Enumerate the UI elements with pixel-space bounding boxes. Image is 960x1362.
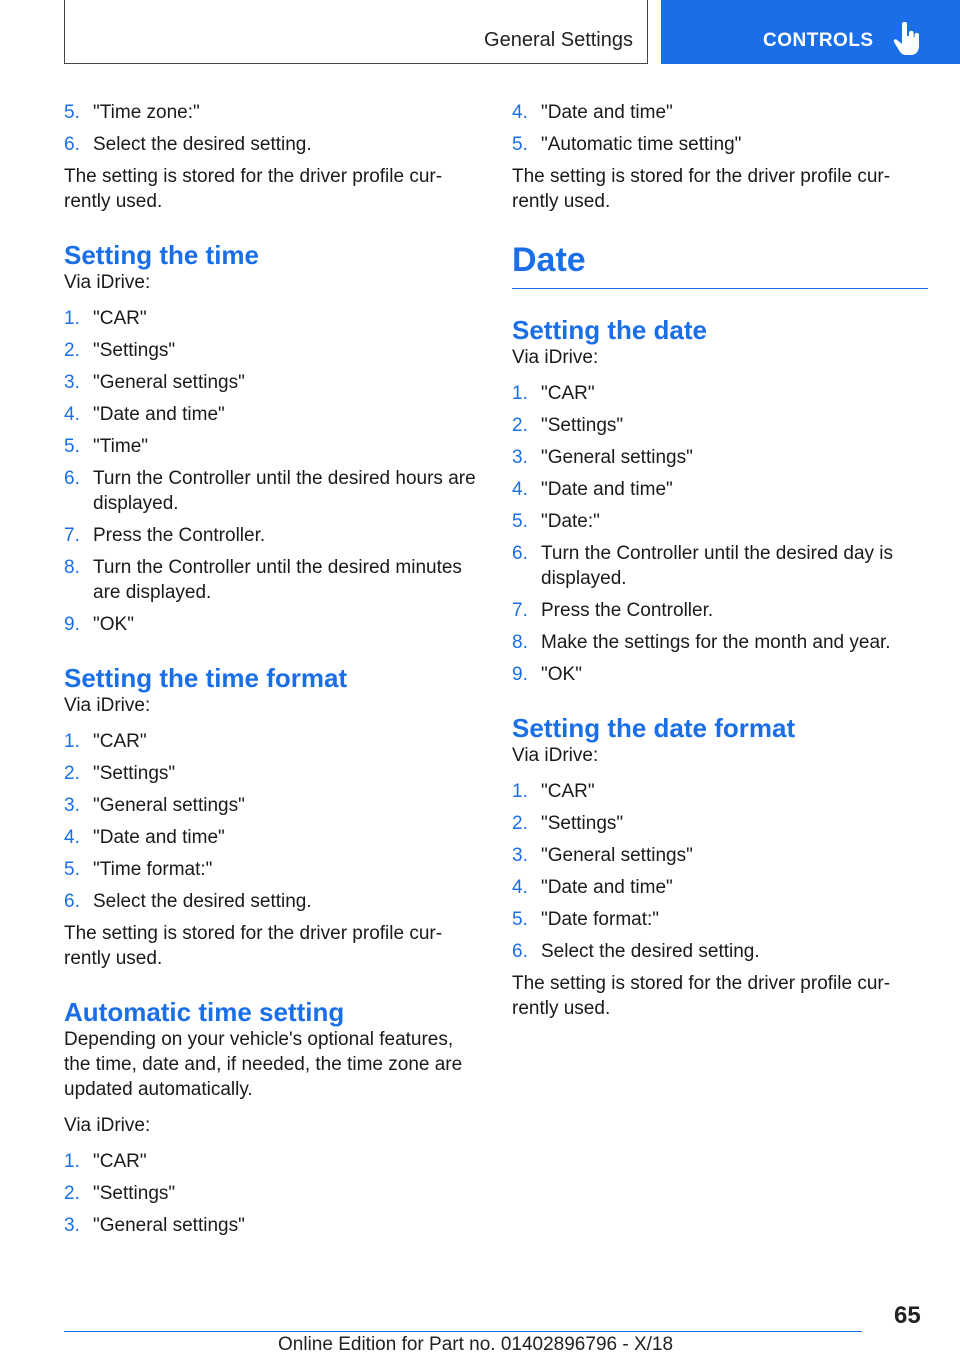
list-item [64, 434, 482, 459]
list-item [64, 1149, 482, 1174]
list-item [512, 875, 928, 900]
step-text: "OK" [93, 614, 134, 635]
list-item [512, 843, 928, 868]
step-number: 6. [64, 891, 80, 912]
list-item [64, 1181, 482, 1206]
list-item [512, 381, 928, 406]
via-idrive-label: Via iDrive: [512, 347, 599, 368]
list-item [512, 413, 928, 438]
left-column [64, 100, 482, 1245]
step-number: 5. [512, 134, 528, 155]
storage-note: The setting is stored for the driver profile cur- rently used. [64, 166, 443, 212]
step-number: 5. [512, 511, 528, 532]
setting-time-format-heading: Setting the time format [64, 663, 348, 693]
step-text: Select the desired setting. [93, 134, 312, 155]
list-item [64, 338, 482, 363]
list-item [64, 306, 482, 331]
step-number: 1. [512, 383, 528, 404]
right-column [512, 100, 928, 1021]
step-text: "Date:" [541, 511, 600, 532]
edition-note: Online Edition for Part no. 01402896796 - X/18 [278, 1334, 674, 1355]
setting-time-section [64, 240, 482, 637]
list-item [64, 100, 482, 125]
setting-time-format-section [64, 663, 482, 971]
step-number: 3. [64, 1215, 80, 1236]
via-idrive-label: Via iDrive: [64, 695, 151, 716]
step-number: 2. [64, 1183, 80, 1204]
step-number: 7. [512, 600, 528, 621]
chapter-title: CONTROLS [763, 30, 874, 51]
step-number: 8. [512, 632, 528, 653]
step-text: "Settings" [541, 813, 624, 834]
step-text: "Time zone:" [93, 102, 200, 123]
setting-date-format-section [512, 713, 928, 1021]
step-number: 2. [512, 813, 528, 834]
step-list [64, 100, 482, 157]
step-text: "CAR" [541, 383, 595, 404]
storage-note: The setting is stored for the driver profile cur- rently used. [512, 973, 891, 1019]
step-number: 1. [64, 308, 80, 329]
via-idrive-label: Via iDrive: [64, 1115, 151, 1136]
automatic-time-heading: Automatic time setting [64, 997, 345, 1027]
step-number: 1. [64, 731, 80, 752]
list-item [512, 939, 928, 964]
step-text: "Time" [93, 436, 149, 457]
step-number: 3. [64, 372, 80, 393]
list-item [64, 857, 482, 882]
step-number: 6. [64, 468, 80, 489]
list-item [64, 793, 482, 818]
setting-date-section [512, 315, 928, 687]
step-number: 7. [64, 525, 80, 546]
list-item [64, 402, 482, 427]
list-item [512, 907, 928, 932]
step-number: 6. [512, 543, 528, 564]
step-text: Make the settings for the month and year. [541, 632, 891, 653]
list-item [512, 100, 928, 125]
storage-note: The setting is stored for the driver profile cur- rently used. [512, 166, 891, 212]
step-number: 2. [64, 340, 80, 361]
step-text: "Settings" [541, 415, 624, 436]
list-item [64, 612, 482, 637]
storage-note: The setting is stored for the driver profile cur- rently used. [64, 923, 443, 969]
step-text: "Date and time" [541, 877, 673, 898]
step-text: "CAR" [93, 308, 147, 329]
step-number: 6. [64, 134, 80, 155]
setting-time-heading: Setting the time [64, 240, 260, 270]
list-item [512, 445, 928, 470]
step-text: "CAR" [541, 781, 595, 802]
step-text: Select the desired setting. [541, 941, 760, 962]
step-text: "Settings" [93, 340, 176, 361]
footer-divider [64, 1331, 862, 1332]
list-item [64, 1213, 482, 1238]
list-item [64, 761, 482, 786]
step-number: 6. [512, 941, 528, 962]
step-text: Press the Controller. [541, 600, 714, 621]
step-text: "Automatic time setting" [541, 134, 742, 155]
list-item [512, 662, 928, 687]
step-text: "General settings" [93, 795, 245, 816]
list-item [64, 555, 482, 605]
via-idrive-label: Via iDrive: [64, 272, 151, 293]
step-number: 3. [512, 447, 528, 468]
step-text: Select the desired setting. [93, 891, 312, 912]
step-number: 4. [512, 102, 528, 123]
step-text: "CAR" [93, 731, 147, 752]
list-item [512, 779, 928, 804]
step-text: "Date and time" [93, 404, 225, 425]
step-text: "General settings" [93, 1215, 245, 1236]
step-number: 5. [64, 102, 80, 123]
date-chapter [512, 240, 928, 289]
step-text: "Date format:" [541, 909, 660, 930]
header-section-box [64, 0, 648, 64]
step-list [64, 729, 482, 914]
step-text: "Date and time" [93, 827, 225, 848]
step-list [64, 306, 482, 637]
step-text: "General settings" [541, 447, 693, 468]
step-text: "General settings" [93, 372, 245, 393]
step-text: Turn the Controller until the desired day is displayed. [541, 543, 894, 589]
step-number: 4. [64, 827, 80, 848]
step-text: "CAR" [93, 1151, 147, 1172]
step-list [512, 381, 928, 687]
step-text: "Settings" [93, 763, 176, 784]
list-item [512, 132, 928, 157]
step-number: 9. [64, 614, 80, 635]
list-item [512, 477, 928, 502]
step-text: Press the Controller. [93, 525, 266, 546]
list-item [512, 630, 928, 655]
chapter-tab [661, 0, 960, 64]
list-item [64, 729, 482, 754]
section-title: General Settings [484, 29, 633, 51]
step-number: 2. [512, 415, 528, 436]
step-number: 5. [64, 859, 80, 880]
automatic-time-intro: Depending on your vehicle's optional features, the time, date and, if needed, the time zone are updated automatically. [64, 1029, 463, 1100]
step-number: 4. [64, 404, 80, 425]
step-text: "Time format:" [93, 859, 213, 880]
step-number: 3. [512, 845, 528, 866]
step-number: 1. [512, 781, 528, 802]
automatic-time-section [64, 997, 482, 1238]
list-item [64, 523, 482, 548]
step-list [512, 779, 928, 964]
list-item [64, 370, 482, 395]
step-number: 3. [64, 795, 80, 816]
setting-date-format-heading: Setting the date format [512, 713, 796, 743]
step-number: 5. [512, 909, 528, 930]
step-text: "Settings" [93, 1183, 176, 1204]
step-number: 8. [64, 557, 80, 578]
step-text: "General settings" [541, 845, 693, 866]
list-item [64, 825, 482, 850]
step-text: Turn the Controller until the desired hours are displayed. [93, 468, 476, 514]
page-number: 65 [894, 1302, 921, 1329]
step-text: "Date and time" [541, 479, 673, 500]
step-number: 1. [64, 1151, 80, 1172]
step-number: 4. [512, 479, 528, 500]
list-item [512, 509, 928, 534]
step-number: 4. [512, 877, 528, 898]
list-item [64, 889, 482, 914]
list-item [512, 811, 928, 836]
list-item [512, 541, 928, 591]
list-item [64, 132, 482, 157]
list-item [512, 598, 928, 623]
step-number: 5. [64, 436, 80, 457]
step-list [512, 100, 928, 157]
step-number: 9. [512, 664, 528, 685]
via-idrive-label: Via iDrive: [512, 745, 599, 766]
list-item [64, 466, 482, 516]
step-text: Turn the Controller until the desired minutes are displayed. [93, 557, 462, 603]
pointing-hand-icon [893, 22, 921, 56]
step-text: "Date and time" [541, 102, 673, 123]
step-list [64, 1149, 482, 1238]
step-text: "OK" [541, 664, 582, 685]
setting-date-heading: Setting the date [512, 315, 708, 345]
step-number: 2. [64, 763, 80, 784]
date-chapter-heading: Date [512, 240, 928, 289]
